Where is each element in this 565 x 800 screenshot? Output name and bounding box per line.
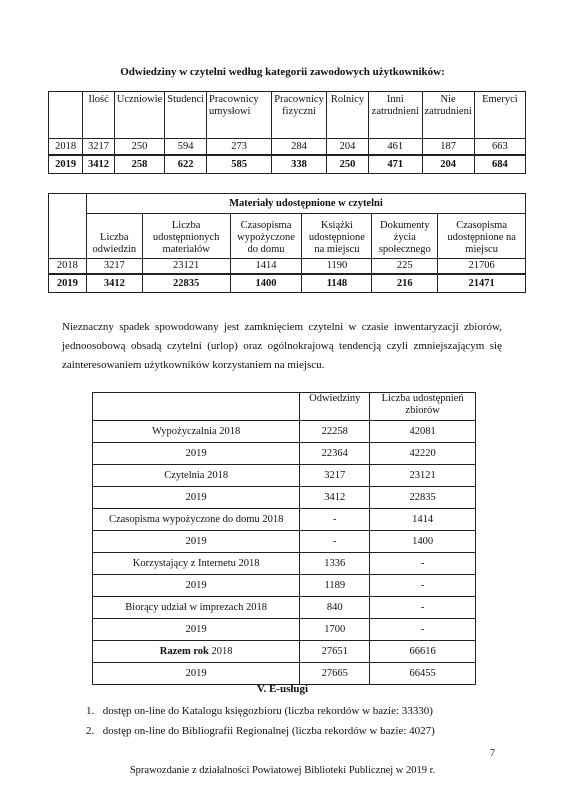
table1-header-row <box>49 92 526 139</box>
table-cell: 3217 <box>300 465 370 487</box>
table-cell: 22835 <box>370 487 476 509</box>
table-cell: 21706 <box>438 259 526 275</box>
table1-header-cell: Rolnicy <box>326 92 368 139</box>
total-label-cell: Razem rok 2018 <box>93 641 300 663</box>
table-cell: 3412 <box>83 155 115 174</box>
table-cell: 66616 <box>370 641 476 663</box>
table-cell: 204 <box>326 139 368 156</box>
table-cell: 1336 <box>300 553 370 575</box>
table-cell: Biorący udział w imprezach 2018 <box>93 597 300 619</box>
table-row <box>93 443 476 465</box>
table-cell: Korzystający z Internetu 2018 <box>93 553 300 575</box>
table-cell: 1189 <box>300 575 370 597</box>
table2-title-row <box>49 194 526 214</box>
table-row <box>93 421 476 443</box>
table-cell: 216 <box>372 274 438 293</box>
table-cell: 338 <box>272 155 327 174</box>
section-title: V. E-usługi <box>256 683 309 695</box>
table-cell: - <box>300 509 370 531</box>
table-cell: 622 <box>165 155 207 174</box>
table1-header-cell: Nie zatrudnieni <box>422 92 474 139</box>
table-cell: 840 <box>300 597 370 619</box>
table-cell: Wypożyczalnia 2018 <box>93 421 300 443</box>
table-cell: 594 <box>165 139 207 156</box>
table2-header-row <box>49 214 526 259</box>
table-cell: 2018 <box>49 259 87 275</box>
table-cell: 3412 <box>86 274 142 293</box>
table-cell: 187 <box>422 139 474 156</box>
table-cell: 461 <box>369 139 422 156</box>
table-cell: 22835 <box>142 274 230 293</box>
table-cell: 27651 <box>300 641 370 663</box>
table1-header-cell: Studenci <box>165 92 207 139</box>
list-item-text: dostęp on-line do Bibliografii Regionalnej (liczba rekordów w bazie: 4027) <box>102 725 435 737</box>
table-row <box>93 597 476 619</box>
table-row <box>93 663 476 685</box>
table1-title: Odwiedziny w czytelni według kategorii zawodowych użytkowników: <box>120 66 445 78</box>
table-cell: 42081 <box>370 421 476 443</box>
table-cell: 1700 <box>300 619 370 641</box>
list-item-number: 2. <box>86 725 95 737</box>
table1-header-cell: Pracownicy umysłowi <box>207 92 272 139</box>
table-cell: 2019 <box>93 619 300 641</box>
table-cell: 663 <box>474 139 525 156</box>
list-item-text: dostęp on-line do Katalogu księgozbioru (liczba rekordów w bazie: 33330) <box>102 705 433 717</box>
table-cell: 23121 <box>370 465 476 487</box>
table-row <box>93 509 476 531</box>
table-cell: 273 <box>207 139 272 156</box>
table-cell: 27665 <box>300 663 370 685</box>
table1-header-cell: Pracownicy fizyczni <box>272 92 327 139</box>
table-cell: 258 <box>114 155 164 174</box>
table-cell: 66455 <box>370 663 476 685</box>
table2-header-cell: Liczba udostępnionych materiałów <box>142 214 230 259</box>
table-cell: 3412 <box>300 487 370 509</box>
table-row <box>49 155 526 174</box>
table2-header-cell: Książki udostępnione na miejscu <box>302 214 372 259</box>
table-cell: 2019 <box>93 531 300 553</box>
table-cell: 2019 <box>93 575 300 597</box>
table-cell: 1414 <box>370 509 476 531</box>
table-cell: - <box>370 575 476 597</box>
table-cell: - <box>300 531 370 553</box>
table-row <box>93 487 476 509</box>
table-row <box>93 531 476 553</box>
table2-header-cell: Dokumenty życia społecznego <box>372 214 438 259</box>
summary-table <box>92 392 476 685</box>
table-cell: Czasopisma wypożyczone do domu 2018 <box>93 509 300 531</box>
table-row <box>93 465 476 487</box>
table-cell: Czytelnia 2018 <box>93 465 300 487</box>
table-cell: 3217 <box>83 139 115 156</box>
table-cell: 1414 <box>230 259 302 275</box>
table3-header-cell: Odwiedziny <box>300 393 370 421</box>
table-row <box>49 274 526 293</box>
table2-header-cell: Liczba odwiedzin <box>86 214 142 259</box>
table-cell: 225 <box>372 259 438 275</box>
table-cell: 204 <box>422 155 474 174</box>
table-row <box>49 259 526 275</box>
table2-title: Materiały udostępnione w czytelni <box>86 194 525 214</box>
table-cell: 2019 <box>49 155 83 174</box>
table-cell: 1400 <box>370 531 476 553</box>
table3-header-row <box>93 393 476 421</box>
table-cell: 21471 <box>438 274 526 293</box>
table-cell: 471 <box>369 155 422 174</box>
eservices-list <box>86 701 435 741</box>
table-cell: 2019 <box>93 487 300 509</box>
table1-header-cell: Uczniowie <box>114 92 164 139</box>
page-footer: Sprawozdanie z działalności Powiatowej Biblioteki Publicznej w 2019 r. <box>129 765 436 776</box>
table-cell: 284 <box>272 139 327 156</box>
table-cell: 585 <box>207 155 272 174</box>
table-cell: 2019 <box>93 663 300 685</box>
table-cell: 2019 <box>49 274 87 293</box>
table-cell: 2018 <box>49 139 83 156</box>
table-row-total <box>93 641 476 663</box>
table-cell: 2019 <box>93 443 300 465</box>
table-row <box>93 553 476 575</box>
table3-header-cell: Liczba udostępnień zbiorów <box>370 393 476 421</box>
total-label: Razem rok <box>159 645 209 657</box>
table-cell: - <box>370 597 476 619</box>
table2-header-cell: Czasopisma udostępnione na miejscu <box>438 214 526 259</box>
table-cell: 1400 <box>230 274 302 293</box>
page-number: 7 <box>490 748 495 759</box>
table2-corner-cell <box>49 194 87 259</box>
table-cell: - <box>370 619 476 641</box>
table1-header-cell: Inni zatrudnieni <box>369 92 422 139</box>
table-cell: 23121 <box>142 259 230 275</box>
table-row <box>49 139 526 156</box>
list-item-number: 1. <box>86 705 95 717</box>
list-item <box>86 701 435 721</box>
table-cell: 22258 <box>300 421 370 443</box>
table1-header-cell: Emeryci <box>474 92 525 139</box>
table-cell: 42220 <box>370 443 476 465</box>
explanation-paragraph: Nieznaczny spadek spowodowany jest zamknięciem czytelni w czasie inwentaryzacji zbiorów, jednoosobową obsadą czytelni (urlop) oraz ogólnokrajową tendencją czyli zmniejszającym się zainteresowaniem użytkowników korzystaniem na miejscu. <box>62 321 502 371</box>
table-cell: 250 <box>114 139 164 156</box>
materials-shared-table <box>48 193 526 293</box>
table-cell: 1190 <box>302 259 372 275</box>
table-row <box>93 619 476 641</box>
list-item <box>86 721 435 741</box>
table1-header-cell <box>49 92 83 139</box>
table2-header-cell: Czasopisma wypożyczone do domu <box>230 214 302 259</box>
table-cell: - <box>370 553 476 575</box>
table-cell: 684 <box>474 155 525 174</box>
table-cell: 1148 <box>302 274 372 293</box>
visitors-by-category-table <box>48 91 526 174</box>
table-cell: 3217 <box>86 259 142 275</box>
table-row <box>93 575 476 597</box>
table3-header-cell <box>93 393 300 421</box>
table-cell: 250 <box>326 155 368 174</box>
table1-header-cell: Ilość <box>83 92 115 139</box>
table-cell: 22364 <box>300 443 370 465</box>
